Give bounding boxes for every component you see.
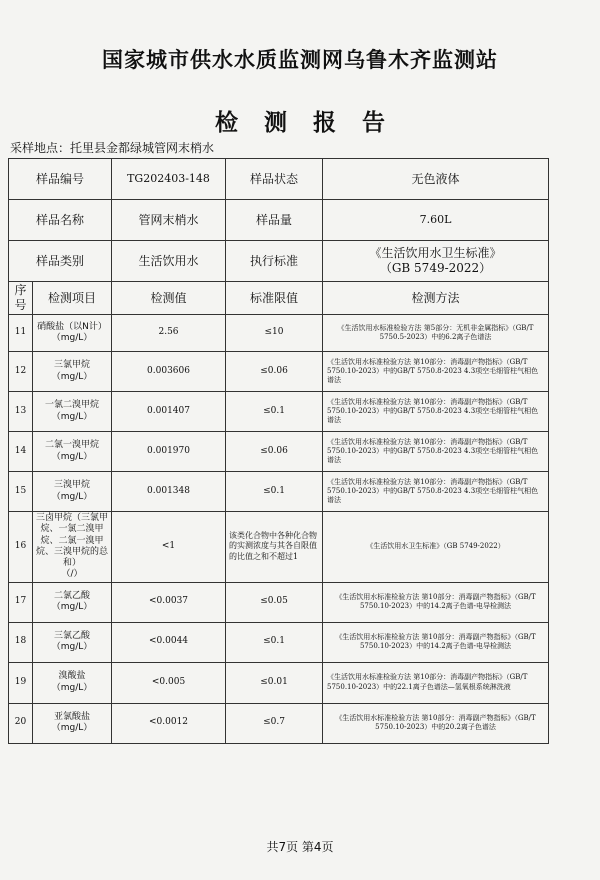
sample-name-label: 样品名称 [9,200,112,241]
table-row [9,703,549,743]
item-unit: （mg/L） [51,371,93,382]
sample-no-label: 样品编号 [9,159,112,200]
item-unit: （mg/L） [51,642,93,652]
table-row [9,662,549,703]
sampling-label: 采样地点： [10,141,71,155]
item-name: 溴酸盐 [58,671,86,682]
col-method: 检测方法 [323,282,549,315]
row-value: <0.0037 [112,582,226,622]
row-limit: ≤0.01 [226,662,323,703]
row-no: 17 [9,582,33,622]
item-name: 亚氯酸盐 [54,711,91,722]
item-name: 二氯乙酸 [54,590,91,601]
row-method: 《生活饮用水标准检验方法 第10部分：消毒副产物指标》（GB/T 5750.10-2023）中的14.2离子色谱-电导检测法 [323,582,549,622]
table-row [9,622,549,662]
row-method: 《生活饮用水标准检验方法 第10部分：消毒副产物指标》（GB/T 5750.10-2023）中的20.2离子色谱法 [323,703,549,743]
item-unit: （mg/L） [51,333,93,343]
row-value: 0.001970 [112,432,226,472]
row-item [33,315,112,352]
row-no: 13 [9,392,33,432]
row-limit: ≤0.1 [226,392,323,432]
row-no: 18 [9,622,33,662]
row-limit: ≤0.06 [226,352,323,392]
standard-line-2: （GB 5749-2022） [379,261,492,275]
item-name: 一氯二溴甲烷 [45,400,100,411]
sample-state-label: 样品状态 [226,159,323,200]
row-limit: ≤10 [226,315,323,352]
row-item [33,432,112,472]
row-limit: ≤0.05 [226,582,323,622]
page-number: 共7页 第4页 [266,840,334,854]
item-name: 三溴甲烷 [54,480,91,491]
row-item [33,582,112,622]
table-row [9,472,549,512]
col-item: 检测项目 [33,282,112,315]
org-title: 国家城市供水水质监测网乌鲁木齐监测站 [102,48,498,72]
row-value: <0.0012 [112,703,226,743]
row-no: 14 [9,432,33,472]
table-row [9,352,549,392]
row-value: 0.003606 [112,352,226,392]
row-no: 19 [9,662,33,703]
row-value: <0.0044 [112,622,226,662]
standard-value [323,241,549,282]
row-limit: ≤0.7 [226,703,323,743]
item-unit: （mg/L） [51,411,93,422]
sample-qty-label: 样品量 [226,200,323,241]
row-method: 《生活饮用水标准检验方法 第10部分：消毒副产物指标》（GB/T 5750.10-2023）中的14.2离子色谱-电导检测法 [323,622,549,662]
row-method: 《生活饮用水标准检验方法 第10部分：消毒副产物指标》（GB/T 5750.10-2023）中的GB/T 5750.8-2023 4.3项空毛细管柱气相色谱法 [323,392,549,432]
item-unit: （mg/L） [51,723,93,733]
row-limit: ≤0.1 [226,472,323,512]
sample-state-value: 无色液体 [323,159,549,200]
sample-name-value: 管网末梢水 [112,200,226,241]
report-table [8,158,549,744]
column-header-row [9,282,549,315]
row-method: 《生活饮用水标准检验方法 第10部分：消毒副产物指标》（GB/T 5750.10-2023）中的GB/T 5750.8-2023 4.3项空毛细管柱气相色谱法 [323,432,549,472]
item-name: 三卤甲烷（三氯甲烷、一氯二溴甲烷、二氯一溴甲烷、三溴甲烷的总和） [36,513,109,568]
table-row [9,315,549,352]
table-row [9,432,549,472]
sample-type-label: 样品类别 [9,241,112,282]
item-unit: （mg/L） [51,682,93,693]
row-item [33,352,112,392]
row-method: 《生活饮用水标准检验方法 第5部分：无机非金属指标》（GB/T 5750.5-2023）中的6.2离子色谱法 [323,315,549,352]
row-no: 16 [9,512,33,583]
info-row-sample-type [9,241,549,282]
item-name: 硝酸盐（以N计） [37,321,107,332]
row-item [33,662,112,703]
sampling-location [10,139,214,156]
standard-label: 执行标准 [226,241,323,282]
col-limit: 标准限值 [226,282,323,315]
row-item [33,472,112,512]
row-method: 《生活饮用水标准检验方法 第10部分：消毒副产物指标》（GB/T 5750.10-2023）中的22.1离子色谱法—氢氧根系统淋洗液 [323,662,549,703]
row-no: 20 [9,703,33,743]
row-limit: ≤0.1 [226,622,323,662]
table-row [9,582,549,622]
item-name: 二氯一溴甲烷 [45,440,100,451]
row-value: <1 [112,512,226,583]
row-item [33,703,112,743]
table-row [9,392,549,432]
sample-type-value: 生活饮用水 [112,241,226,282]
item-unit: （/） [61,569,83,580]
sample-qty-value: 7.60L [323,200,549,241]
row-item [33,622,112,662]
info-row-sample-no [9,159,549,200]
row-value: <0.005 [112,662,226,703]
row-method: 《生活饮用水卫生标准》（GB 5749-2022） [323,512,549,583]
row-item [33,512,112,583]
row-method: 《生活饮用水标准检验方法 第10部分：消毒副产物指标》（GB/T 5750.10-2023）中的GB/T 5750.8-2023 4.3项空毛细管柱气相色谱法 [323,472,549,512]
item-unit: （mg/L） [51,491,93,502]
row-no: 11 [9,315,33,352]
row-value: 0.001407 [112,392,226,432]
item-name: 三氯乙酸 [54,630,91,641]
info-row-sample-name [9,200,549,241]
item-unit: （mg/L） [51,451,93,462]
row-no: 15 [9,472,33,512]
col-no: 序号 [9,282,33,315]
sample-no-value: TG202403-148 [112,159,226,200]
row-value: 0.001348 [112,472,226,512]
row-method: 《生活饮用水标准检验方法 第10部分：消毒副产物指标》（GB/T 5750.10-2023）中的GB/T 5750.8-2023 4.3项空毛细管柱气相色谱法 [323,352,549,392]
row-no: 12 [9,352,33,392]
row-item [33,392,112,432]
row-value: 2.56 [112,315,226,352]
report-title: 检测报告 [215,110,411,136]
item-unit: （mg/L） [51,602,93,612]
row-limit: ≤0.06 [226,432,323,472]
table-row [9,512,549,583]
col-value: 检测值 [112,282,226,315]
standard-line-1: 《生活饮用水卫生标准》 [369,246,502,260]
item-name: 三氯甲烷 [54,360,91,371]
row-limit: 该类化合物中各种化合物的实测浓度与其各自限值的比值之和不超过1 [226,512,323,583]
sampling-value: 托里县金都绿城管网末梢水 [70,141,215,155]
